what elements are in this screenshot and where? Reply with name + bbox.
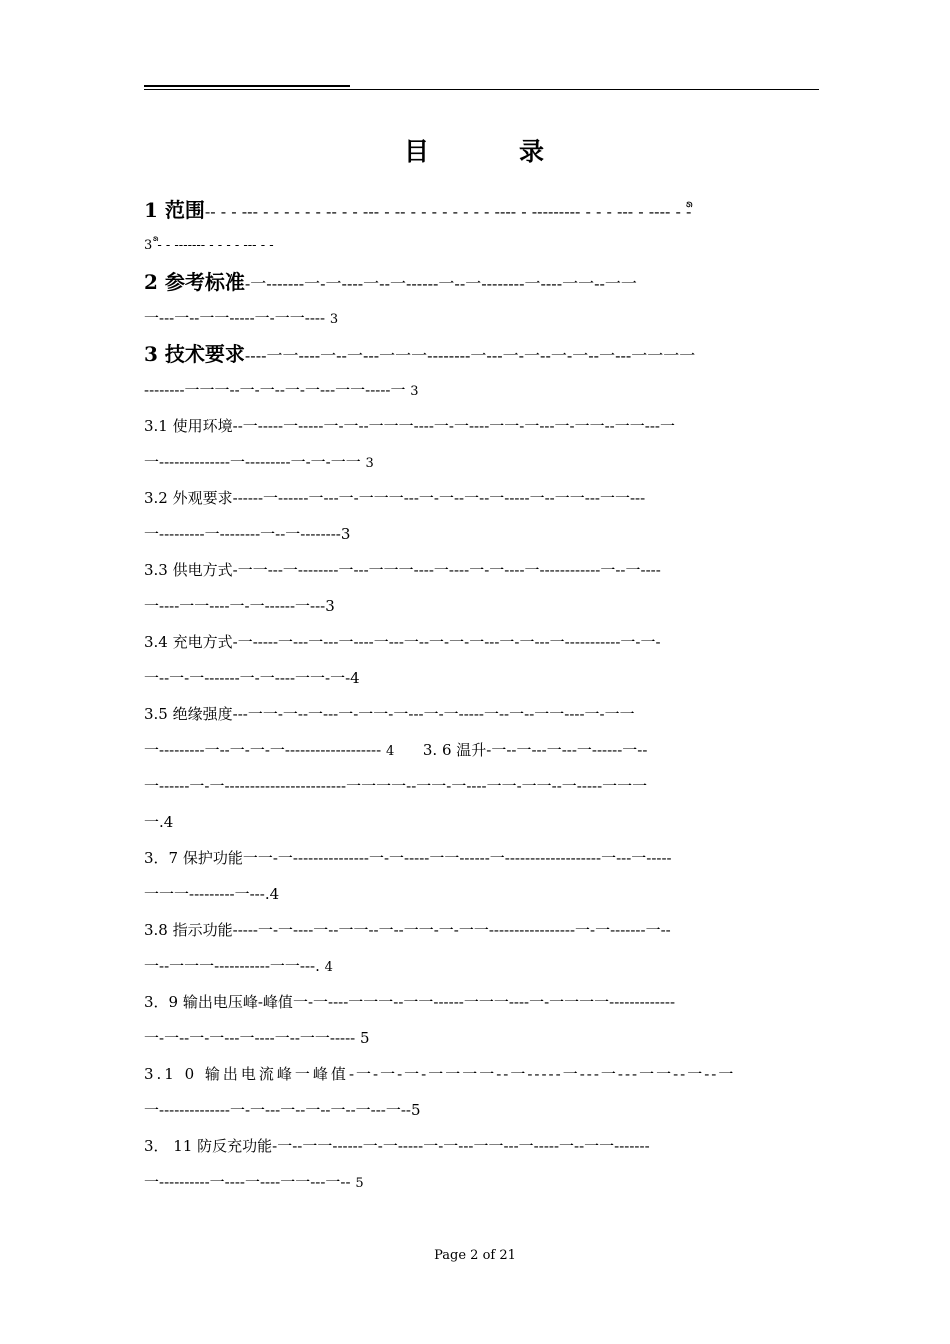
toc-entry[interactable] [144,984,819,1056]
toc-leader: ---一一-一--一---一-一一-一---一-一-----一--一--一一----一-一一 [232,705,635,723]
toc-page-number: 3 [410,384,419,399]
toc-label: 3.1 0 输出电流峰一峰值 [144,1065,349,1083]
toc-leader: 一-一--一-一---一----一--一一----- [144,1029,356,1047]
toc-entry[interactable] [144,480,819,552]
page-footer: Page 2 of 21 [434,1248,516,1263]
toc-leader: -一-------一-一----一--一------一--一--------一----一一--一一 [244,274,637,293]
toc-leader: --一-----一-----一-一--一一一----一-一----一一-一---一-一一--一一---一 [232,417,675,435]
toc-entry[interactable] [144,336,819,408]
toc-leader: 一------一-一------------------------一一一一--一一-一----一一-一一--一-----一一一 [144,777,648,795]
toc-leader: --------一一一--一-一--一-一---一一-----一 [144,381,406,399]
toc-leader: 一. [144,813,164,831]
toc-leader: -----一-一----一--一一--一--一一-一-一一-----------------一-一-------一-- [232,921,671,939]
toc-label: 3 技术要求 [144,342,245,366]
toc-page-number: 5 [355,1176,364,1191]
toc-label: 3． 11 防反充功能 [144,1137,273,1155]
toc-entry[interactable] [144,696,819,768]
toc-leader: -一--一---一---一------一-- [486,741,648,759]
toc-leader: 一--一一一-----------一一---. [144,957,320,975]
toc-entry[interactable] [144,840,819,912]
toc-label: 3.4 充电方式 [144,633,233,651]
toc-leader: -一-一-一-一一一一--一-----一---一---一一--一--一 [348,1065,736,1083]
toc-leader: 一--------------一---------一-一-一一 [144,453,361,471]
toc-page-number: 4 [385,744,395,759]
toc-leader: 一一一---------一---. [144,885,270,903]
header-rule-thick [144,85,350,87]
toc-entry[interactable] [144,264,819,336]
title-char-1: 目 [403,137,431,166]
toc-leader: ------一------一---一-一一一---一-一--一--一-----一--一一---一一--- [232,489,646,507]
toc-page-number: 3 [329,312,339,327]
toc-page-number: 5 [410,1101,421,1119]
toc-page-number: 4 [269,885,280,903]
toc-entry[interactable] [144,1128,819,1200]
toc-label: 3.5 绝缘强度 [144,705,233,723]
toc-label: 2 参考标准 [144,270,245,294]
toc-page-number: 3 [365,456,374,471]
toc-leader: 一-一----一一一--一一------一一一----一-一一一一------------- [292,993,676,1011]
toc-leader: -一-----一---一---一----一---一--一-一-一---一-一---一-----------一-一- [232,633,661,651]
toc-page-number: 3 [325,597,335,615]
toc-page-number: 3 [340,525,351,543]
toc-label: 3.2 外观要求 [144,489,233,507]
toc-entry[interactable] [144,768,819,840]
header-rule-thin [144,89,819,90]
table-of-contents [144,192,819,1200]
toc-leader: 一--一-一-------一-一----一一-一- [144,669,351,687]
toc-leader: 一一-一---------------一-一-----一一------一-------------------一---一----- [242,849,672,867]
toc-leader: -- - - --- - - - - - - -- - - --- - -- - - - - - - - - ---- - --------- - - - --- - ---- - -᩺ [204,202,692,221]
toc-label: 3.8 指示功能 [144,921,233,939]
toc-page-number: 4 [163,813,174,831]
toc-leader: -一--一一------一-一-----一-一---一一---一-----一--一一------- [272,1137,650,1155]
toc-leader: 一---------一--------一--一-------- [144,525,341,543]
toc-label: 3. 6 温升 [422,741,487,759]
toc-entry[interactable] [144,552,819,624]
toc-leader: 一----一一----一-一------一--- [144,597,326,615]
toc-entry[interactable] [144,192,819,264]
title-char-2: 录 [519,137,547,166]
toc-label: 1 范围 [144,198,205,222]
toc-leader: ----一一----一--一---一一一--------一---一-一--一-一--一---一一一一 [244,346,696,365]
toc-leader: 一--------------一-一---一--一--一--一---一-- [144,1101,411,1119]
page-title [0,132,950,168]
toc-entry[interactable] [144,912,819,984]
toc-entry[interactable] [144,1056,819,1128]
toc-leader: 一---------一--一-一-一------------------- [144,741,382,759]
toc-label: 3．7 保护功能 [144,849,243,867]
toc-leader: 一---一--一一-----一-一一---- [144,309,326,327]
toc-leader: -一一---一--------一---一一一----一----一-一----一------------一--一---- [232,561,661,579]
toc-label: 3.3 供电方式 [144,561,233,579]
toc-page-number: 5 [360,1029,370,1047]
toc-leader: 一----------一----一----一一---一-- [144,1173,351,1191]
toc-entry[interactable] [144,408,819,480]
toc-page-number: 4 [350,669,360,687]
toc-label: 3．9 输出电压峰-峰值 [144,993,293,1011]
toc-entry[interactable] [144,624,819,696]
toc-leader: 3 ᩺- - ------- - - - - --- - - [144,238,274,253]
toc-page-number: 4 [324,960,333,975]
toc-label: 3.1 使用环境 [144,417,233,435]
